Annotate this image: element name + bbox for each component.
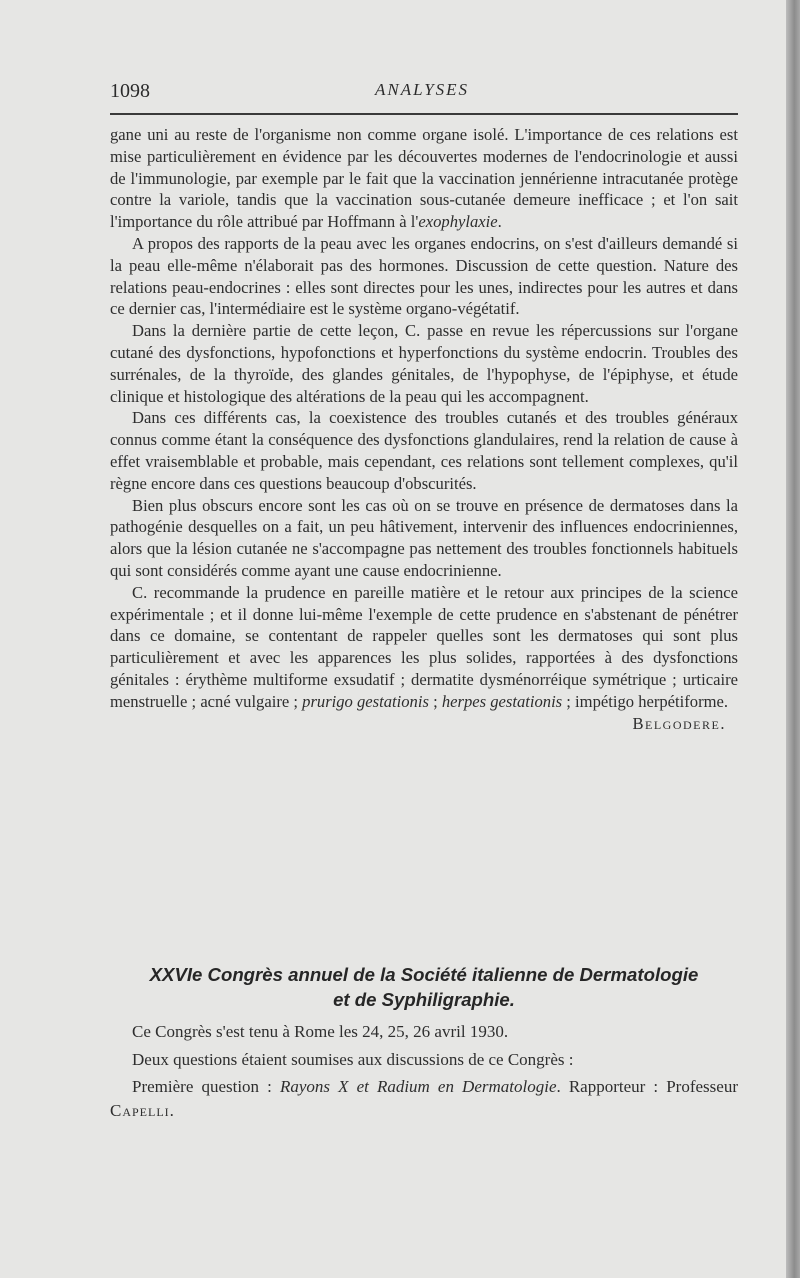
congress-paragraph-3: Première question : Rayons X et Radium en Dermatologie. Rapporteur : Professeur Capelli. [110, 1077, 738, 1120]
italic-term: exophylaxie [418, 212, 498, 232]
italic-term: Rayons X et Radium en Dermatologie [279, 1077, 557, 1096]
running-title: ANALYSES [374, 80, 470, 99]
paragraph-3: Dans la dernière partie de cette leçon, C. passe en revue les répercussions sur l'organe cutané des dysfonctions, hypofonctions et hyperfonctions du système endocrin. Troubles des surrénales, de la thyroïde, des glandes génitales, de l'hypophyse, de l'épiphyse, et étude clinique et histologique des altérations de la peau qui les accompagnent. [110, 321, 738, 406]
congress-paragraph-2: Deux questions étaient soumises aux discussions de ce Congrès : [132, 1049, 574, 1069]
congress-paragraph-1: Ce Congrès s'est tenu à Rome les 24, 25, 26 avril 1930. [132, 1022, 509, 1041]
rapporteur-name: Capelli [110, 1100, 170, 1120]
author-signature: Belgodere. [632, 713, 726, 733]
paragraph-2: A propos des rapports de la peau avec les organes endocrins, on s'est d'ailleurs demandé si la peau elle-même n'élaborait pas des hormones. Discussion de cette question. Nature des relations peau-endocrines : elles sont directes pour les unes, indirectes pour les autres et dans ce dernier cas, l'intermédiaire est le système organo-végétatif. [110, 233, 738, 319]
section-title-line-1: XXVIe Congrès annuel de la Société italienne de Dermatologie [149, 964, 699, 985]
paragraph-4: Dans ces différents cas, la coexistence des troubles cutanés et des troubles généraux connus comme étant la conséquence des dysfonctions glandulaires, rend la relation de cause à effet vraisemblable et probable, mais cependant, ces relations sont tellement complexes, qu'il règne encore dans ces questions beaucoup d'obscurités. [110, 408, 738, 493]
page-edge [786, 0, 800, 1278]
header-rule [110, 113, 738, 115]
article-body [110, 124, 738, 734]
page-header [110, 80, 734, 104]
paragraph-6: C. recommande la prudence en pareille matière et le retour aux principes de la science expérimentale ; et il donne lui-même l'exemple de cette prudence en s'abstenant de pénétrer dans ce domaine, se contentant de rappeler quelles sont les dermatoses qui sont plus particulièrement et avec les apparences les plus solides, rapportées à des dysfonctions génitales : érythème multiforme exsudatif ; dermatite dysménorréique symétrique ; urticaire menstruelle ; acné vulgaire ; prurigo gestationis ; herpes gestationis ; impétigo herpétiforme. [110, 582, 738, 711]
italic-term: prurigo gestationis [302, 691, 429, 711]
paragraph-5: Bien plus obscurs encore sont les cas où on se trouve en présence de dermatoses dans la pathogénie desquelles on a fait, un peu hâtivement, intervenir des influences endocriniennes, alors que la lésion cutanée ne s'accompagne pas nettement des troubles fonctionnels habituels qui sont considérés comme ayant une cause endocrinienne. [110, 495, 738, 580]
italic-term: herpes gestationis [441, 691, 563, 711]
page-number: 1098 [110, 80, 150, 102]
paragraph-1: gane uni au reste de l'organisme non comme organe isolé. L'importance de ces relations est mise particulièrement en évidence par les découvertes modernes de l'endocrinologie et aussi de l'immunologie, par exemple par le fait que la vaccination jennérienne intracutanée protège contre la variole, tandis que la vaccination sous-cutanée demeure inefficace ; et l'on sait l'importance du rôle attribué par Hoffmann à l'exophylaxie. [110, 125, 738, 232]
section-title-line-2: et de Syphiligraphie. [333, 989, 515, 1010]
congress-body [110, 1020, 738, 1126]
section-title [110, 962, 738, 1012]
